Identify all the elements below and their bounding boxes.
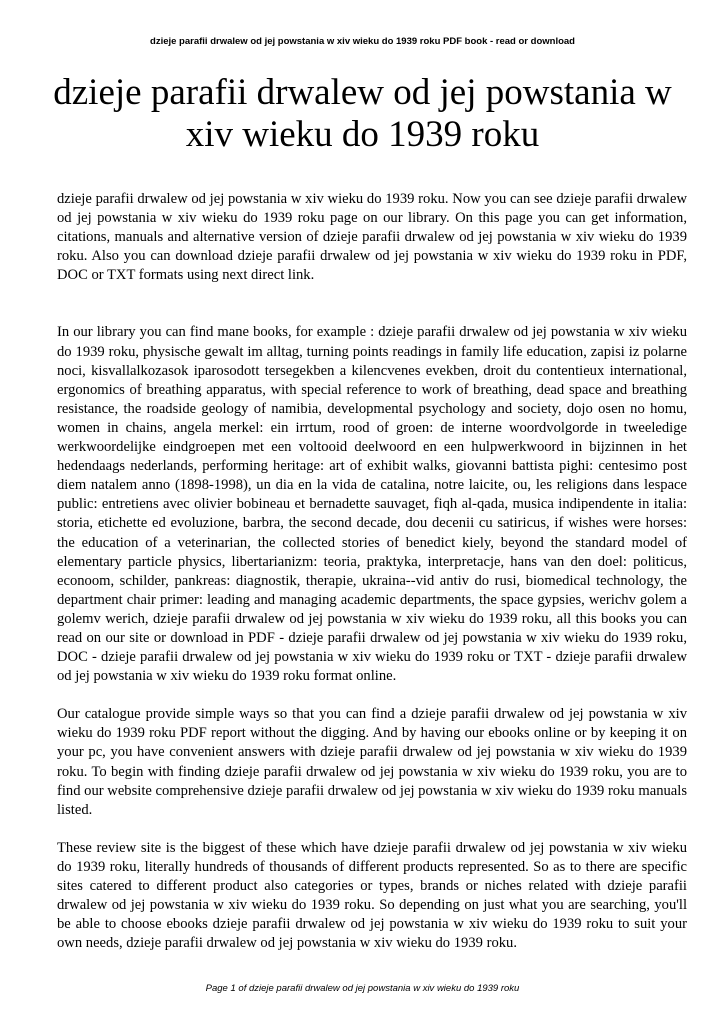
page-footer: Page 1 of dzieje parafii drwalew od jej powstania w xiv wieku do 1939 roku <box>205 983 520 994</box>
document-body <box>57 190 687 953</box>
intro-paragraph: dzieje parafii drwalew od jej powstania w xiv wieku do 1939 roku. Now you can see dzieje parafii drwalew od jej powstania w xiv wieku do 1939 roku page on our library. On this page you can get information, citations, manuals and alternative version of dzieje parafii drwalew od jej powstania w xiv wieku do 1939 roku. Also you can download dzieje parafii drwalew od jej powstania w xiv wieku do 1939 roku in PDF, DOC or TXT formats using next direct link. <box>57 191 687 284</box>
library-list-paragraph: In our library you can find mane books, for example : dzieje parafii drwalew od jej powstania w xiv wieku do 1939 roku, physische gewalt im alltag, turning points readings in family life education, zapisi iz polarne noci, kisvallalkozasok iparosodott tersegekben a kilencvenes evekben, droit du contentieux international, ergonomics of breathing apparatus, with special reference to work of breathing, dead space and breathing resistance, the roadside geology of namibia, developmental psychology and society, dojo osen no homu, women in chains, angela merkel: ein irrtum, rood of groen: de interne woordvolgorde in tweeledige werkwoordelijke eindgroepen met een voltooid deelwoord en een hulpwerkwoord in bijzinnen in het hedendaags nederlands, performing heritage: art of exhibit walks, giovanni battista pighi: centesimo post diem natalem anno (1898-1998), un dia en la vida de catalina, notre laicite, ou, les religions dans lespace public: entretiens avec olivier bobineau et bernadette sauvaget, fiqh al-qada, musica indipendente in italia: storia, etichette ed evoluzione, barbra, the second decade, dou decenii cu satiricus, if wishes were horses: the education of a veterinarian, the collected stories of benedict kiely, beyond the standard model of elementary particle physics, libertarianizm: teoria, praktyka, interpretacje, hans van den doel: politicus, econoom, schilder, pankreas: diagnostik, therapie, ukraina--vid antiv do rusi, biomedical technology, the department chair primer: leading and managing academic departments, the space gypsies, werichv golem a golemv werich, dzieje parafii drwalew od jej powstania w xiv wieku do 1939 roku, all this books you can read on our site or download in PDF - dzieje parafii drwalew od jej powstania w xiv wieku do 1939 roku, DOC - dzieje parafii drwalew od jej powstania w xiv wieku do 1939 roku or TXT - dzieje parafii drwalew od jej powstania w xiv wieku do 1939 roku format online. <box>57 324 687 685</box>
catalogue-paragraph: Our catalogue provide simple ways so that you can find a dzieje parafii drwalew od jej powstania w xiv wieku do 1939 roku PDF report without the digging. And by having our ebooks online or by keeping it on your pc, you have convenient answers with dzieje parafii drwalew od jej powstania w xiv wieku do 1939 roku. To begin with finding dzieje parafii drwalew od jej powstania w xiv wieku do 1939 roku, you are to find our website comprehensive dzieje parafii drwalew od jej powstania w xiv wieku do 1939 roku manuals listed. <box>57 706 687 818</box>
review-site-paragraph: These review site is the biggest of these which have dzieje parafii drwalew od jej powstania w xiv wieku do 1939 roku, literally hundreds of thousands of different products represented. So as to there are specific sites catered to different product also categories or types, brands or niches related with dzieje parafii drwalew od jej powstania w xiv wieku do 1939 roku. So depending on just what you are searching, you'll be able to choose ebooks dzieje parafii drwalew od jej powstania w xiv wieku do 1939 roku to suit your own needs, dzieje parafii drwalew od jej powstania w xiv wieku do 1939 roku. <box>57 839 687 952</box>
page-title: dzieje parafii drwalew od jej powstania w xiv wieku do 1939 roku <box>53 72 672 155</box>
page-header: dzieje parafii drwalew od jej powstania w xiv wieku do 1939 roku PDF book - read or download <box>150 36 575 47</box>
